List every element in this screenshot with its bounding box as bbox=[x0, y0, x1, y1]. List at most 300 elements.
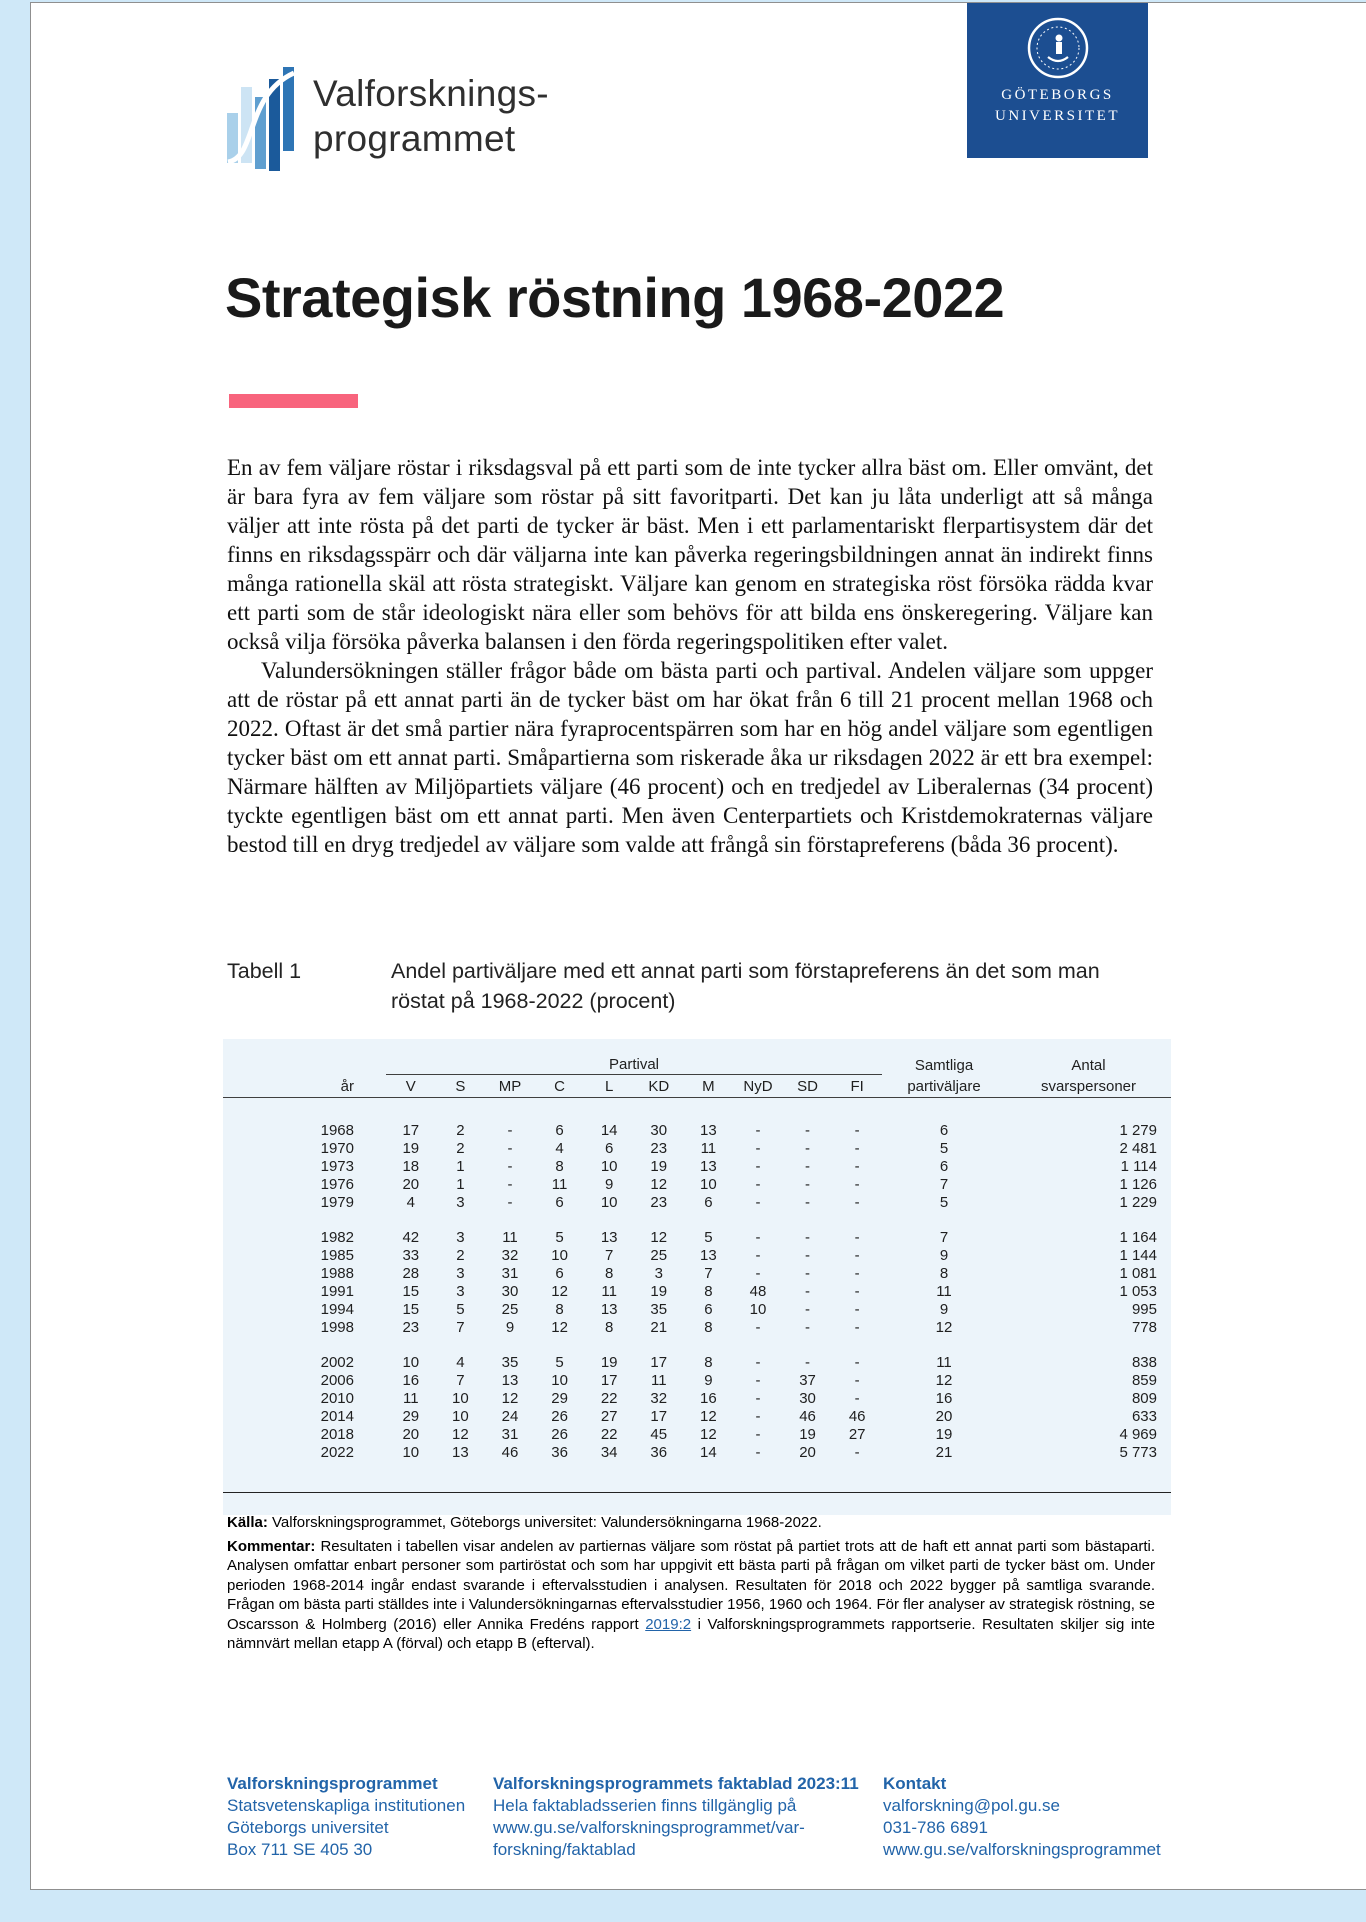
value-cell: 16 bbox=[402, 1372, 420, 1389]
table-row bbox=[223, 1194, 1171, 1212]
value-cell: 17 bbox=[650, 1408, 668, 1425]
value-cell: 28 bbox=[402, 1265, 420, 1282]
table-spacer bbox=[223, 1098, 1171, 1123]
year-cell: 2002 bbox=[320, 1354, 354, 1371]
value-cell: 10 bbox=[452, 1390, 469, 1407]
value-cell: - bbox=[805, 1265, 811, 1282]
page-title: Strategisk röstning 1968-2022 bbox=[225, 266, 1005, 329]
value-cell: 1 279 bbox=[1119, 1122, 1157, 1139]
university-name-line1: GÖTEBORGS bbox=[1001, 87, 1114, 103]
value-cell: 36 bbox=[551, 1444, 568, 1461]
value-cell: 10 bbox=[402, 1354, 420, 1371]
value-cell: - bbox=[805, 1158, 811, 1175]
university-seal-icon bbox=[1026, 16, 1090, 80]
value-cell: - bbox=[755, 1247, 761, 1264]
value-cell: 25 bbox=[501, 1301, 519, 1318]
value-cell: 1 bbox=[456, 1176, 465, 1193]
value-cell: 19 bbox=[935, 1426, 953, 1443]
value-cell: - bbox=[805, 1122, 811, 1139]
value-cell: 8 bbox=[605, 1319, 614, 1336]
value-cell: 20 bbox=[935, 1408, 953, 1425]
value-cell: 11 bbox=[502, 1229, 518, 1246]
value-cell: 12 bbox=[551, 1283, 568, 1300]
table-bottom-rule bbox=[223, 1493, 1171, 1516]
value-cell: 10 bbox=[452, 1408, 469, 1425]
year-cell: 1970 bbox=[320, 1140, 354, 1157]
value-cell: - bbox=[805, 1283, 811, 1300]
value-cell: - bbox=[755, 1158, 761, 1175]
value-cell: 19 bbox=[402, 1140, 420, 1157]
value-cell: 9 bbox=[505, 1319, 515, 1336]
value-cell: 10 bbox=[402, 1444, 420, 1461]
footer-column-program bbox=[227, 1773, 465, 1861]
comment-text-before-link: Resultaten i tabellen visar andelen av partiernas väljare som röstat på partiet trots att de haft ett annat parti som bästaparti. Analysen omfattar enbart personer som partiröstat och som har uppgivit ett bästa parti på frågan om vilket parti de tycker bäst om. Under perioden 1968-2014 ingår endast svarande i eftervalsstudien i analysen. Resultaten för 2018 och 2022 bygger på samtliga svarande. Frågan om bästa parti ställdes inte i Valundersökningarnas eftervalsstudier 1956, 1960 och 1964. För fler analyser av strategisk röstning, se Oscarsson & Holmberg (2016) eller Annika Fredéns rapport bbox=[227, 1537, 1156, 1633]
value-cell: - bbox=[755, 1265, 761, 1282]
year-cell: 1991 bbox=[320, 1283, 354, 1300]
party-col-header: S bbox=[436, 1075, 486, 1098]
table-row bbox=[223, 1390, 1171, 1408]
value-cell: 7 bbox=[939, 1176, 949, 1193]
source-text: Valforskningsprogrammet, Göteborgs universitet: Valundersökningarna 1968-2022. bbox=[272, 1514, 822, 1531]
value-cell: - bbox=[507, 1176, 513, 1193]
party-col-header: L bbox=[584, 1075, 634, 1098]
body-paragraph-2: Valundersökningen ställer frågor både om bästa parti och partival. Andelen väljare som uppger att de röstar på ett annat parti än de tycker bäst om har ökat från 6 till 21 procent mellan 1968 och 2022. Oftast är det små partier nära fyraprocentspärren som har en hög andel väljare som egentligen tycker bäst om ett annat parti. Småpartierna som riskerade åka ur riksdagen 2022 är ett bra exempel: Närmare hälften av Miljöpartiets väljare (46 procent) och en tredjedel av Liberalernas (34 procent) tyckte egentligen bäst om ett annat parti. Men även Centerpartiets och Kristdemokraternas väljare bestod till en dryg tredjedel av väljare som valde att frångå sin förstapreferens (båda 36 procent). bbox=[227, 658, 1153, 857]
value-cell: 12 bbox=[452, 1426, 469, 1443]
value-cell: 35 bbox=[501, 1354, 519, 1371]
year-cell: 1985 bbox=[320, 1247, 354, 1264]
comment-label: Kommentar: bbox=[227, 1537, 316, 1555]
value-cell: 12 bbox=[700, 1426, 717, 1443]
party-col-header: M bbox=[684, 1075, 734, 1098]
value-cell: 12 bbox=[551, 1319, 568, 1336]
value-cell: - bbox=[755, 1372, 761, 1389]
footer-title: Kontakt bbox=[883, 1774, 947, 1793]
value-cell: 13 bbox=[452, 1444, 469, 1461]
value-cell: 1 081 bbox=[1119, 1265, 1157, 1282]
value-cell: 23 bbox=[650, 1140, 668, 1157]
value-cell: 11 bbox=[936, 1283, 952, 1300]
value-cell: 3 bbox=[456, 1265, 465, 1282]
value-cell: 32 bbox=[650, 1390, 668, 1407]
footer-line: Statsvetenskapliga institutionen bbox=[227, 1796, 466, 1815]
value-cell: 26 bbox=[551, 1408, 568, 1425]
value-cell: - bbox=[805, 1319, 811, 1336]
value-cell: 21 bbox=[935, 1444, 953, 1461]
year-cell: 2018 bbox=[320, 1426, 354, 1443]
value-cell: 16 bbox=[700, 1390, 717, 1407]
value-cell: - bbox=[854, 1194, 860, 1211]
footer-column-contact bbox=[883, 1773, 1161, 1861]
antal-header: svarspersoner bbox=[1006, 1075, 1171, 1098]
table-bottom-rule-row bbox=[223, 1493, 1171, 1516]
table-background bbox=[223, 1039, 1171, 1515]
year-cell: 1982 bbox=[320, 1229, 354, 1246]
value-cell: 46 bbox=[501, 1444, 519, 1461]
value-cell: - bbox=[507, 1122, 513, 1139]
value-cell: 7 bbox=[939, 1229, 949, 1246]
value-cell: 5 bbox=[555, 1354, 564, 1371]
brand-name bbox=[313, 67, 549, 173]
year-cell: 1976 bbox=[320, 1176, 354, 1193]
body-paragraph-1: En av fem väljare röstar i riksdagsval på ett parti som de inte tycker allra bäst om. Eller omvänt, det är bara fyra av fem väljare som röstar på sitt favoritparti. Det kan ju låta underligt att så många väljer att inte rösta på det parti de tycker är bäst. Men i ett parlamentariskt flerpartisystem där det finns en riksdagsspärr och där väljarna inte kan påverka regeringsbildningen annat än indirekt finns många rationella skäl att rösta strategiskt. Väljare kan genom en strategiska röst försöka rädda kvar ett parti som de står ideologiskt nära eller som behövs för att bilda ens önskeregering. Väljare kan också vilja försöka påverka balansen i den förda regeringspolitiken efter valet. bbox=[227, 455, 1153, 654]
value-cell: 9 bbox=[704, 1372, 713, 1389]
value-cell: 12 bbox=[650, 1229, 668, 1246]
samtliga-header: partiväljare bbox=[882, 1075, 1006, 1098]
value-cell: 8 bbox=[704, 1319, 713, 1336]
value-cell: 3 bbox=[456, 1229, 465, 1246]
value-cell: 20 bbox=[402, 1176, 420, 1193]
value-cell: - bbox=[854, 1247, 860, 1264]
value-cell: - bbox=[507, 1158, 513, 1175]
value-cell: 8 bbox=[704, 1354, 713, 1371]
value-cell: 7 bbox=[456, 1319, 465, 1336]
value-cell: 2 bbox=[456, 1247, 465, 1264]
footer-link-url[interactable]: forskning/faktablad bbox=[493, 1840, 636, 1859]
footer-title: Valforskningsprogrammet bbox=[227, 1774, 438, 1793]
value-cell: - bbox=[755, 1122, 761, 1139]
table-row bbox=[223, 1140, 1171, 1158]
value-cell: 46 bbox=[799, 1408, 816, 1425]
value-cell: - bbox=[854, 1444, 860, 1461]
footer-phone: 031-786 6891 bbox=[883, 1818, 988, 1837]
value-cell: 10 bbox=[551, 1372, 568, 1389]
value-cell: 22 bbox=[600, 1426, 618, 1443]
table-row bbox=[223, 1372, 1171, 1390]
value-cell: 17 bbox=[650, 1354, 668, 1371]
value-cell: 1 164 bbox=[1119, 1229, 1157, 1246]
value-cell: 42 bbox=[402, 1229, 420, 1246]
value-cell: 3 bbox=[456, 1194, 465, 1211]
value-cell: 11 bbox=[650, 1372, 667, 1389]
footer-column-factsheet bbox=[493, 1773, 859, 1861]
university-logo bbox=[967, 3, 1148, 158]
value-cell: 1 053 bbox=[1119, 1283, 1157, 1300]
table-row bbox=[223, 1283, 1171, 1301]
value-cell: - bbox=[805, 1247, 811, 1264]
value-cell: 6 bbox=[704, 1194, 713, 1211]
value-cell: - bbox=[805, 1140, 811, 1157]
value-cell: 6 bbox=[555, 1122, 564, 1139]
value-cell: 3 bbox=[654, 1265, 663, 1282]
university-name bbox=[967, 85, 1148, 127]
footer-email[interactable]: valforskning@pol.gu.se bbox=[883, 1796, 1060, 1815]
footer-link-url[interactable]: www.gu.se/valforskningsprogrammet/var- bbox=[493, 1818, 805, 1837]
value-cell: 12 bbox=[501, 1390, 519, 1407]
value-cell: - bbox=[854, 1158, 860, 1175]
table-row bbox=[223, 1229, 1171, 1247]
value-cell: 25 bbox=[650, 1247, 668, 1264]
value-cell: 26 bbox=[551, 1426, 568, 1443]
table-row bbox=[223, 1408, 1171, 1426]
value-cell: - bbox=[854, 1390, 860, 1407]
value-cell: - bbox=[854, 1354, 860, 1371]
value-cell: - bbox=[755, 1140, 761, 1157]
value-cell: 12 bbox=[935, 1319, 953, 1336]
party-col-header: V bbox=[386, 1075, 436, 1098]
value-cell: 13 bbox=[700, 1158, 717, 1175]
table-row bbox=[223, 1122, 1171, 1140]
value-cell: 6 bbox=[605, 1140, 614, 1157]
value-cell: 27 bbox=[600, 1408, 618, 1425]
document-page bbox=[30, 2, 1366, 1890]
table-row bbox=[223, 1265, 1171, 1283]
value-cell: 35 bbox=[650, 1301, 668, 1318]
table-caption-text: Andel partiväljare med ett annat parti som förstapreferens än det som man röstat på 1968-2022 (procent) bbox=[391, 959, 1100, 1013]
value-cell: 11 bbox=[551, 1176, 568, 1193]
value-cell: - bbox=[755, 1390, 761, 1407]
value-cell: 23 bbox=[402, 1319, 420, 1336]
value-cell: - bbox=[755, 1426, 761, 1443]
value-cell: 19 bbox=[799, 1426, 816, 1443]
value-cell: 19 bbox=[650, 1283, 668, 1300]
value-cell: - bbox=[805, 1176, 811, 1193]
samtliga-header: Samtliga bbox=[914, 1056, 974, 1074]
value-cell: 838 bbox=[1131, 1354, 1157, 1371]
source-label: Källa: bbox=[227, 1514, 268, 1531]
value-cell: 10 bbox=[749, 1301, 767, 1318]
value-cell: 4 bbox=[555, 1140, 564, 1157]
value-cell: - bbox=[854, 1319, 860, 1336]
value-cell: - bbox=[854, 1301, 860, 1318]
value-cell: 21 bbox=[650, 1319, 668, 1336]
brand-name-line2: programmet bbox=[313, 118, 516, 159]
year-col-header: år bbox=[223, 1075, 386, 1098]
table-row bbox=[223, 1301, 1171, 1319]
value-cell: 5 bbox=[704, 1229, 713, 1246]
value-cell: - bbox=[805, 1194, 811, 1211]
value-cell: - bbox=[854, 1176, 860, 1193]
value-cell: 17 bbox=[402, 1122, 420, 1139]
value-cell: - bbox=[854, 1372, 860, 1389]
value-cell: 19 bbox=[650, 1158, 668, 1175]
value-cell: 1 126 bbox=[1119, 1176, 1157, 1193]
value-cell: 11 bbox=[936, 1354, 952, 1371]
value-cell: 36 bbox=[650, 1444, 668, 1461]
value-cell: 12 bbox=[700, 1408, 717, 1425]
value-cell: 4 bbox=[456, 1354, 465, 1371]
value-cell: 11 bbox=[601, 1283, 617, 1300]
year-cell: 2006 bbox=[320, 1372, 354, 1389]
value-cell: 5 bbox=[939, 1140, 949, 1157]
value-cell: 995 bbox=[1131, 1301, 1157, 1318]
value-cell: 14 bbox=[700, 1444, 717, 1461]
table-row bbox=[223, 1176, 1171, 1194]
value-cell: 10 bbox=[600, 1158, 618, 1175]
value-cell: 11 bbox=[403, 1390, 419, 1407]
year-cell: 2022 bbox=[320, 1444, 354, 1461]
value-cell: 633 bbox=[1131, 1408, 1157, 1425]
year-cell: 1998 bbox=[320, 1319, 354, 1336]
value-cell: 27 bbox=[848, 1426, 866, 1443]
footer-title: Valforskningsprogrammets faktablad 2023:11 bbox=[493, 1774, 859, 1793]
value-cell: 3 bbox=[456, 1283, 465, 1300]
value-cell: 5 bbox=[939, 1194, 949, 1211]
year-cell: 2014 bbox=[320, 1408, 354, 1425]
comment-text-after-link: i Valforskningsprogrammets rapportserie. Resultaten skiljer sig inte nämnvärt mellan etapp A (förval) och etapp B (efterval). bbox=[227, 1615, 1156, 1652]
value-cell: - bbox=[854, 1122, 860, 1139]
value-cell: - bbox=[755, 1194, 761, 1211]
value-cell: - bbox=[805, 1229, 811, 1246]
value-cell: - bbox=[755, 1444, 761, 1461]
value-cell: 859 bbox=[1131, 1372, 1157, 1389]
value-cell: 30 bbox=[650, 1122, 668, 1139]
value-cell: - bbox=[854, 1140, 860, 1157]
logo-curve bbox=[227, 67, 295, 173]
value-cell: 31 bbox=[501, 1426, 519, 1443]
value-cell: 23 bbox=[650, 1194, 668, 1211]
value-cell: - bbox=[755, 1176, 761, 1193]
value-cell: 7 bbox=[456, 1372, 465, 1389]
table-caption bbox=[227, 956, 1126, 1016]
value-cell: 1 114 bbox=[1120, 1158, 1157, 1175]
value-cell: 29 bbox=[551, 1390, 568, 1407]
value-cell: 13 bbox=[600, 1301, 618, 1318]
value-cell: 2 481 bbox=[1119, 1140, 1157, 1157]
value-cell: 13 bbox=[700, 1247, 717, 1264]
value-cell: 13 bbox=[501, 1372, 519, 1389]
year-cell: 1979 bbox=[320, 1194, 354, 1211]
value-cell: - bbox=[805, 1354, 811, 1371]
value-cell: 19 bbox=[600, 1354, 618, 1371]
partival-group-header: Partival bbox=[386, 1039, 882, 1075]
value-cell: 17 bbox=[600, 1372, 618, 1389]
value-cell: 9 bbox=[939, 1301, 949, 1318]
value-cell: 7 bbox=[605, 1247, 614, 1264]
table-caption-label: Tabell 1 bbox=[227, 959, 302, 983]
value-cell: - bbox=[805, 1301, 811, 1318]
value-cell: 2 bbox=[456, 1122, 465, 1139]
source-note bbox=[227, 1513, 1155, 1533]
value-cell: 48 bbox=[749, 1283, 767, 1300]
value-cell: 12 bbox=[650, 1176, 668, 1193]
value-cell: 15 bbox=[402, 1283, 420, 1300]
value-cell: 778 bbox=[1131, 1319, 1157, 1336]
table-spacer bbox=[223, 1212, 1171, 1229]
value-cell: 37 bbox=[799, 1372, 816, 1389]
value-cell: 18 bbox=[402, 1158, 420, 1175]
value-cell: 10 bbox=[700, 1176, 717, 1193]
table-row bbox=[223, 1354, 1171, 1372]
value-cell: - bbox=[854, 1265, 860, 1282]
value-cell: 8 bbox=[605, 1265, 614, 1282]
value-cell: 32 bbox=[501, 1247, 519, 1264]
value-cell: 1 bbox=[456, 1158, 465, 1175]
table-row bbox=[223, 1247, 1171, 1265]
bar-chart-logo-icon bbox=[227, 67, 295, 173]
value-cell: 6 bbox=[555, 1265, 564, 1282]
university-name-line2: UNIVERSITET bbox=[995, 108, 1120, 124]
value-cell: 13 bbox=[700, 1122, 717, 1139]
value-cell: 20 bbox=[799, 1444, 816, 1461]
year-cell: 1988 bbox=[320, 1265, 354, 1282]
value-cell: 8 bbox=[939, 1265, 949, 1282]
table-row bbox=[223, 1319, 1171, 1337]
report-link[interactable]: 2019:2 bbox=[645, 1615, 692, 1633]
value-cell: 2 bbox=[456, 1140, 465, 1157]
antal-header: Antal bbox=[1071, 1056, 1106, 1074]
value-cell: 15 bbox=[402, 1301, 420, 1318]
table-row bbox=[223, 1444, 1171, 1462]
year-cell: 2010 bbox=[320, 1390, 354, 1407]
value-cell: 31 bbox=[501, 1265, 519, 1282]
value-cell: - bbox=[854, 1229, 860, 1246]
notes bbox=[227, 1513, 1155, 1658]
brand-name-line1: Valforsknings- bbox=[313, 73, 549, 114]
value-cell: - bbox=[507, 1194, 513, 1211]
party-col-header: MP bbox=[485, 1075, 535, 1098]
value-cell: 30 bbox=[799, 1390, 816, 1407]
results-table bbox=[223, 1039, 1171, 1515]
year-cell: 1994 bbox=[320, 1301, 354, 1318]
value-cell: - bbox=[755, 1319, 761, 1336]
value-cell: 6 bbox=[939, 1158, 949, 1175]
year-col-header bbox=[223, 1039, 386, 1075]
table-spacer bbox=[223, 1462, 1171, 1493]
body-text bbox=[227, 453, 1153, 859]
comment-note bbox=[227, 1537, 1155, 1654]
value-cell: 10 bbox=[551, 1247, 568, 1264]
value-cell: 24 bbox=[501, 1408, 519, 1425]
value-cell: 12 bbox=[935, 1372, 953, 1389]
value-cell: 46 bbox=[848, 1408, 866, 1425]
value-cell: 6 bbox=[555, 1194, 564, 1211]
value-cell: 9 bbox=[605, 1176, 614, 1193]
value-cell: 7 bbox=[704, 1265, 713, 1282]
footer-line: Box 711 SE 405 30 bbox=[227, 1840, 373, 1859]
value-cell: 6 bbox=[704, 1301, 713, 1318]
value-cell: 4 bbox=[406, 1194, 415, 1211]
value-cell: 45 bbox=[650, 1426, 668, 1443]
value-cell: 809 bbox=[1131, 1390, 1157, 1407]
party-col-header: KD bbox=[634, 1075, 684, 1098]
value-cell: 8 bbox=[555, 1301, 564, 1318]
table-row bbox=[223, 1158, 1171, 1176]
value-cell: 5 773 bbox=[1119, 1444, 1157, 1461]
value-cell: 11 bbox=[700, 1140, 717, 1157]
value-cell: 22 bbox=[600, 1390, 618, 1407]
value-cell: 1 229 bbox=[1119, 1194, 1157, 1211]
footer-line: Hela faktabladsserien finns tillgänglig på bbox=[493, 1796, 797, 1815]
value-cell: - bbox=[755, 1229, 761, 1246]
year-cell: 1968 bbox=[320, 1122, 354, 1139]
value-cell: 1 144 bbox=[1119, 1247, 1157, 1264]
party-col-header: SD bbox=[783, 1075, 833, 1098]
party-col-header: C bbox=[535, 1075, 585, 1098]
year-cell: 1973 bbox=[320, 1158, 354, 1175]
value-cell: 34 bbox=[600, 1444, 618, 1461]
value-cell: 13 bbox=[600, 1229, 618, 1246]
value-cell: - bbox=[854, 1283, 860, 1300]
value-cell: 8 bbox=[555, 1158, 564, 1175]
footer-link-url[interactable]: www.gu.se/valforskningsprogrammet bbox=[883, 1840, 1161, 1859]
value-cell: 10 bbox=[600, 1194, 618, 1211]
table-row bbox=[223, 1426, 1171, 1444]
value-cell: 4 969 bbox=[1119, 1426, 1157, 1443]
value-cell: 30 bbox=[501, 1283, 519, 1300]
value-cell: 5 bbox=[456, 1301, 465, 1318]
party-col-header: FI bbox=[832, 1075, 882, 1098]
party-col-header: NyD bbox=[733, 1075, 783, 1098]
value-cell: 29 bbox=[402, 1408, 420, 1425]
table-spacer bbox=[223, 1337, 1171, 1354]
brand-logo bbox=[227, 67, 549, 173]
value-cell: 14 bbox=[600, 1122, 618, 1139]
footer-line: Göteborgs universitet bbox=[227, 1818, 389, 1837]
value-cell: - bbox=[507, 1140, 513, 1157]
value-cell: 16 bbox=[935, 1390, 953, 1407]
value-cell: 9 bbox=[939, 1247, 949, 1264]
value-cell: 8 bbox=[704, 1283, 713, 1300]
